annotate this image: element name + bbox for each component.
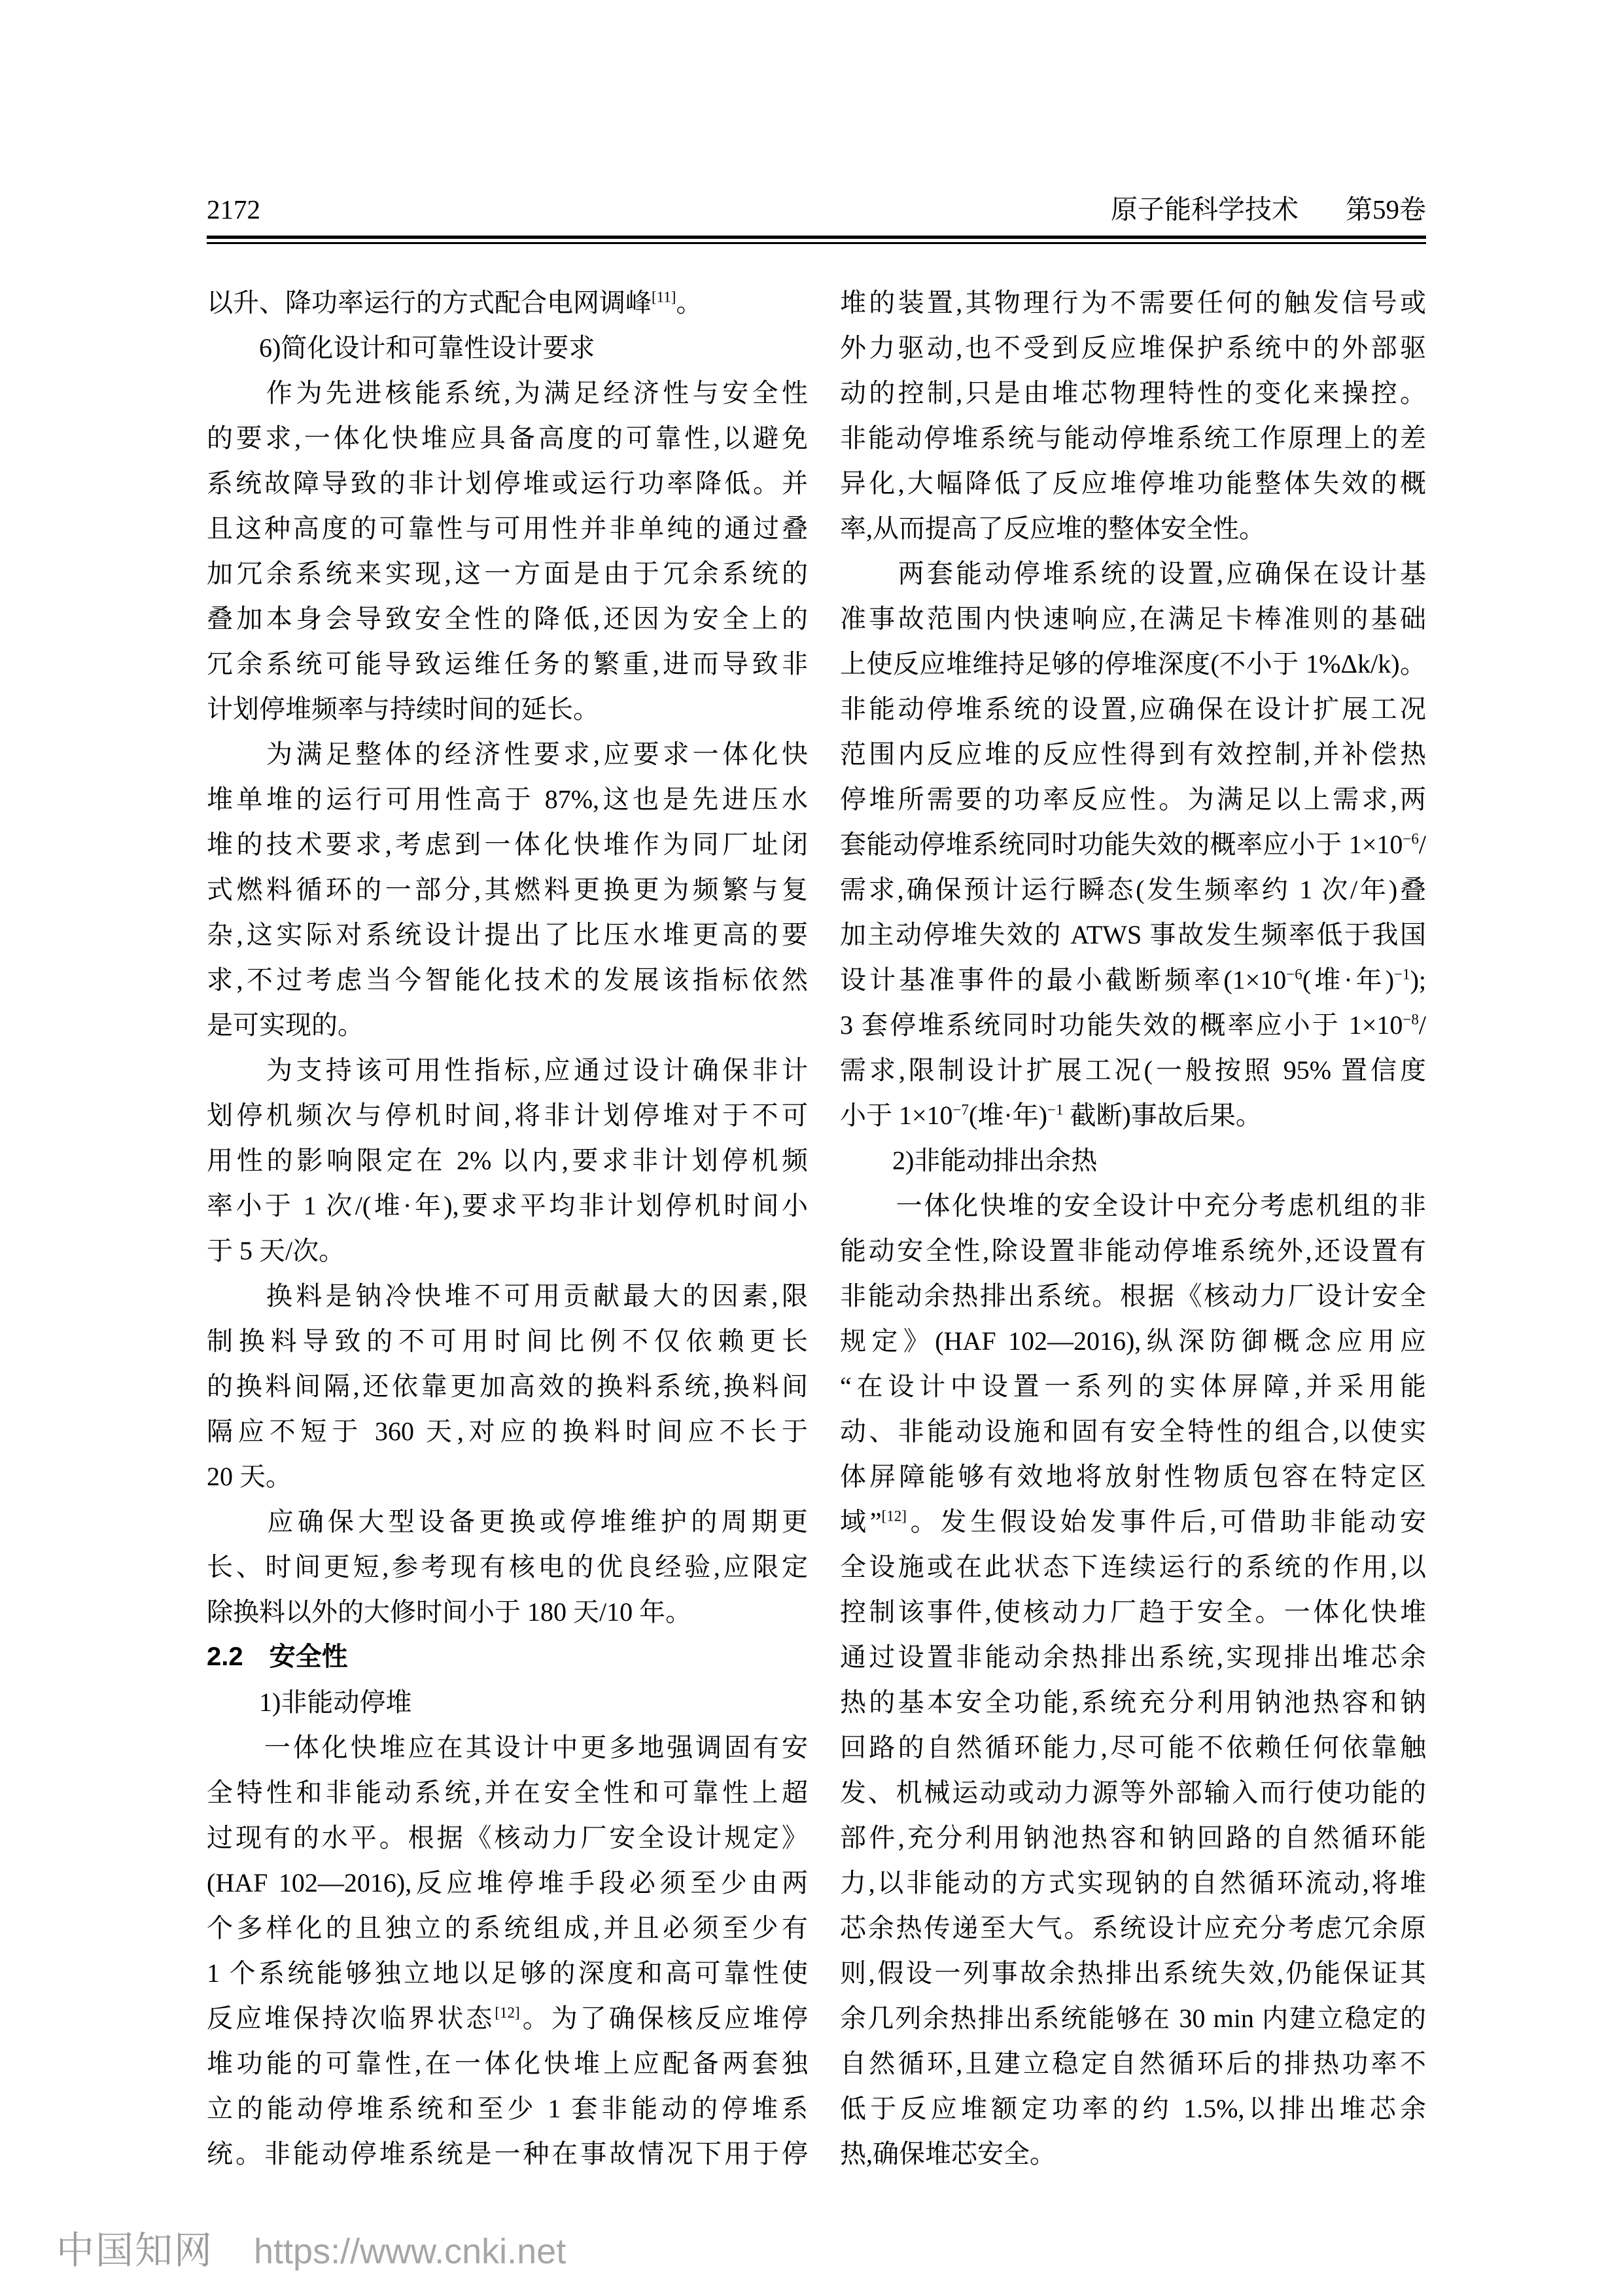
text-line: 1)非能动停堆 — [207, 1687, 412, 1717]
text-line: 是可实现的。 — [207, 1010, 364, 1040]
text-line: 长、时间更短,参考现有核电的优良经验,应限定 — [207, 1552, 808, 1581]
text-line: 需求,确保预计运行瞬态(发生频率约 1 次/年)叠 — [840, 875, 1426, 904]
text-line: 回路的自然循环能力,尽可能不依赖任何依靠触 — [840, 1733, 1426, 1762]
text-line: 通过设置非能动余热排出系统,实现排出堆芯余 — [840, 1642, 1426, 1672]
text-line: 堆的装置,其物理行为不需要任何的触发信号或 — [840, 288, 1426, 317]
text-line: 6)简化设计和可靠性设计要求 — [207, 333, 595, 362]
text-line: 发、机械运动或动力源等外部输入而行使功能的 — [840, 1778, 1426, 1807]
text-line: 堆功能的可靠性,在一体化快堆上应配备两套独 — [207, 2049, 808, 2078]
text-line: 控制该事件,使核动力厂趋于安全。一体化快堆 — [840, 1597, 1426, 1627]
text-line: 上使反应堆维持足够的停堆深度(不小于 1%Δk/k)。 — [840, 649, 1426, 679]
text-line: 除换料以外的大修时间小于 180 天/10 年。 — [207, 1597, 692, 1627]
text-line: 低于反应堆额定功率的约 1.5%,以排出堆芯余 — [840, 2094, 1426, 2123]
header-right-group — [1111, 194, 1426, 225]
text-line: (HAF 102—2016),反应堆停堆手段必须至少由两 — [207, 1868, 808, 1898]
text-line: 率,从而提高了反应堆的整体安全性。 — [840, 514, 1265, 543]
text-line: 外力驱动,也不受到反应堆保护系统中的外部驱 — [840, 333, 1426, 362]
text-line: 式燃料循环的一部分,其燃料更换更为频繁与复 — [207, 875, 808, 904]
text-line: 制换料导致的不可用时间比例不仅依赖更长 — [207, 1326, 808, 1356]
text-line: 过现有的水平。根据《核动力厂安全设计规定》 — [207, 1823, 808, 1852]
text-line: 规定》(HAF 102—2016),纵深防御概念应用应 — [840, 1326, 1426, 1356]
text-line: 动、非能动设施和固有安全特性的组合,以使实 — [840, 1417, 1426, 1446]
page-footer — [56, 2219, 566, 2274]
text-line: 力,以非能动的方式实现钠的自然循环流动,将堆 — [840, 1868, 1426, 1898]
text-line: 1 个系统能够独立地以足够的深度和高可靠性使 — [207, 1958, 808, 1988]
text-line: 计划停堆频率与持续时间的延长。 — [207, 694, 599, 724]
text-line: 非能动余热排出系统。根据《核动力厂设计安全 — [840, 1281, 1426, 1311]
text-line: 立的能动停堆系统和至少 1 套非能动的停堆系 — [207, 2094, 808, 2123]
text-line: 能动安全性,除设置非能动停堆系统外,还设置有 — [840, 1236, 1426, 1265]
text-line: 的换料间隔,还依靠更加高效的换料系统,换料间 — [207, 1371, 808, 1401]
text-line: 且这种高度的可靠性与可用性并非单纯的通过叠 — [207, 514, 808, 543]
text-line: 小于 $1\times 10^{-7}$(堆·年)$^{-1}$ 截断)事故后果。 — [840, 1101, 1262, 1130]
text-line: “在设计中设置一系列的实体屏障,并采用能 — [840, 1371, 1426, 1401]
text-line: 自然循环,且建立稳定自然循环后的排热功率不 — [840, 2049, 1426, 2078]
text-line: 停堆所需要的功率反应性。为满足以上需求,两 — [840, 785, 1426, 814]
text-line: 3 套停堆系统同时功能失效的概率应小于 $1\times 10^{-8}/$ — [840, 1010, 1426, 1040]
text-line: 率小于 1 次/(堆·年),要求平均非计划停机时间小 — [207, 1191, 808, 1220]
text-line: 范围内反应堆的反应性得到有效控制,并补偿热 — [840, 739, 1426, 769]
text-line: 非能动停堆系统与能动停堆系统工作原理上的差 — [840, 423, 1426, 453]
text-line: 热,确保堆芯安全。 — [840, 2139, 1056, 2168]
text-line: 以升、降功率运行的方式配合电网调峰[11]。 — [207, 288, 703, 317]
text-line: 全特性和非能动系统,并在安全性和可靠性上超 — [207, 1778, 808, 1807]
text-line: 2)非能动排出余热 — [840, 1146, 1098, 1175]
text-line: 套能动停堆系统同时功能失效的概率应小于 $1\times 10^{-6}/$ — [840, 830, 1426, 859]
text-line: 全设施或在此状态下连续运行的系统的作用,以 — [840, 1552, 1426, 1581]
text-line: 余几列余热排出系统能够在 30 min 内建立稳定的 — [840, 2004, 1426, 2033]
text-line: 加冗余系统来实现,这一方面是由于冗余系统的 — [207, 559, 808, 588]
text-line: 堆的技术要求,考虑到一体化快堆作为同厂址闭 — [207, 830, 808, 859]
text-line: 的要求,一体化快堆应具备高度的可靠性,以避免 — [207, 423, 808, 453]
text-line: 体屏障能够有效地将放射性物质包容在特定区 — [840, 1462, 1426, 1491]
text-line: 动的控制,只是由堆芯物理特性的变化来操控。 — [840, 378, 1426, 408]
text-line: 系统故障导致的非计划停堆或运行功率降低。并 — [207, 468, 808, 498]
page-number: 2172 — [207, 194, 260, 224]
journal-title: 原子能科学技术 — [1111, 194, 1299, 224]
text-line: 应确保大型设备更换或停堆维护的周期更 — [207, 1507, 808, 1536]
text-line: 需求,限制设计扩展工况(一般按照 95% 置信度 — [840, 1055, 1426, 1085]
cnki-watermark: 中国知网 — [56, 2229, 214, 2272]
text-line: 热的基本安全功能,系统充分利用钠池热容和钠 — [840, 1687, 1426, 1717]
text-column-right — [840, 280, 1426, 2176]
text-line: 20 天。 — [207, 1462, 292, 1491]
text-line: 异化,大幅降低了反应堆停堆功能整体失效的概 — [840, 468, 1426, 498]
text-column-left — [207, 280, 808, 2176]
text-line: 隔应不短于 360 天,对应的换料时间应不长于 — [207, 1417, 808, 1446]
text-line: 加主动停堆失效的 ATWS 事故发生频率低于我国 — [840, 920, 1426, 949]
text-line: 则,假设一列事故余热排出系统失效,仍能保证其 — [840, 1958, 1426, 1988]
text-line: 设计基准事件的最小截断频率($1\times 10^{-6}$(堆·年)$^{-1}$); — [840, 965, 1426, 995]
text-line: 2.2 安全性 — [207, 1642, 348, 1671]
text-line: 用性的影响限定在 2% 以内,要求非计划停机频 — [207, 1146, 808, 1175]
text-line: 准事故范围内快速响应,在满足卡棒准则的基础 — [840, 604, 1426, 633]
text-line: 于 5 天/次。 — [207, 1236, 345, 1265]
text-line: 一体化快堆的安全设计中充分考虑机组的非 — [840, 1191, 1426, 1220]
text-line: 部件,充分利用钠池热容和钠回路的自然循环能 — [840, 1823, 1426, 1852]
text-line: 一体化快堆应在其设计中更多地强调固有安 — [207, 1733, 808, 1762]
page-header — [207, 194, 1426, 225]
text-line: 冗余系统可能导致运维任务的繁重,进而导致非 — [207, 649, 808, 679]
text-line: 统。非能动停堆系统是一种在事故情况下用于停 — [207, 2139, 808, 2168]
text-line: 求,不过考虑当今智能化技术的发展该指标依然 — [207, 965, 808, 995]
text-line: 反应堆保持次临界状态[12]。为了确保核反应堆停 — [207, 2004, 808, 2033]
text-line: 为满足整体的经济性要求,应要求一体化快 — [207, 739, 808, 769]
text-line: 域”[12]。发生假设始发事件后,可借助非能动安 — [840, 1507, 1426, 1536]
text-line: 划停机频次与停机时间,将非计划停堆对于不可 — [207, 1101, 808, 1130]
text-line: 个多样化的且独立的系统组成,并且必须至少有 — [207, 1913, 808, 1943]
text-line: 两套能动停堆系统的设置,应确保在设计基 — [840, 559, 1426, 588]
header-double-rule — [207, 236, 1426, 244]
cnki-url: https://www.cnki.net — [254, 2232, 567, 2271]
text-line: 堆单堆的运行可用性高于 87%,这也是先进压水 — [207, 785, 808, 814]
text-line: 换料是钠冷快堆不可用贡献最大的因素,限 — [207, 1281, 808, 1311]
text-line: 叠加本身会导致安全性的降低,还因为安全上的 — [207, 604, 808, 633]
text-line: 非能动停堆系统的设置,应确保在设计扩展工况 — [840, 694, 1426, 724]
text-line: 作为先进核能系统,为满足经济性与安全性 — [207, 378, 808, 408]
text-line: 为支持该可用性指标,应通过设计确保非计 — [207, 1055, 808, 1085]
text-line: 芯余热传递至大气。系统设计应充分考虑冗余原 — [840, 1913, 1426, 1943]
volume-label: 第59卷 — [1346, 194, 1426, 224]
text-line: 杂,这实际对系统设计提出了比压水堆更高的要 — [207, 920, 808, 949]
